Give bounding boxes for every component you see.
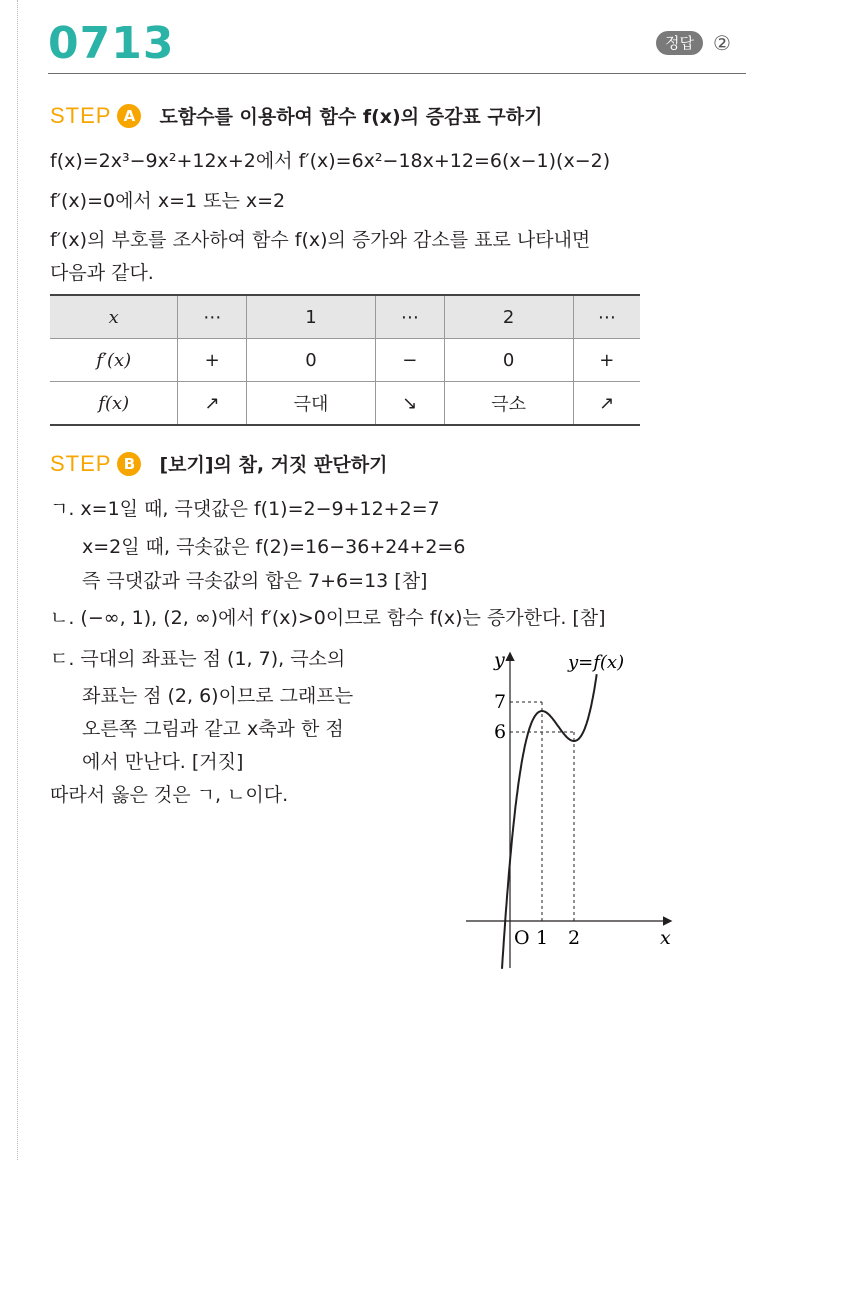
table-cell: ↘ [376, 382, 445, 426]
step-b-line-7: 오른쪽 그림과 같고 x축과 한 점 [82, 718, 344, 740]
step-b-word: STEP [50, 450, 112, 476]
origin-label: O [514, 927, 530, 949]
table-cell: 극대 [246, 382, 375, 426]
table-cell: 2 [444, 295, 573, 339]
step-a-heading [50, 102, 542, 129]
cubic-graph [458, 640, 688, 975]
table-cell: ⋯ [573, 295, 640, 339]
x-axis-label: x [660, 927, 671, 949]
step-b-line-2: x=2일 때, 극솟값은 f(2)=16−36+24+2=6 [82, 536, 466, 558]
answer-label: 정답 [656, 31, 703, 55]
y-tick-6: 6 [494, 721, 507, 743]
table-row [50, 339, 640, 382]
curve-label: y=f(x) [568, 652, 625, 673]
step-b-line-3: 즉 극댓값과 극솟값의 합은 7+6=13 [참] [82, 570, 428, 592]
table-cell: f′(x) [50, 339, 178, 382]
table-cell: 0 [246, 339, 375, 382]
table-cell: 0 [444, 339, 573, 382]
answer-box [656, 31, 731, 55]
table-cell: x [50, 295, 178, 339]
step-b-heading [50, 450, 387, 477]
step-a-title: 도함수를 이용하여 함수 f(x)의 증감표 구하기 [159, 106, 543, 128]
step-b-badge: B [117, 452, 141, 476]
cubic-curve [502, 674, 597, 969]
table-cell: ↗ [178, 382, 247, 426]
table-cell: ⋯ [376, 295, 445, 339]
step-a-line-2: f′(x)=0에서 x=1 또는 x=2 [50, 190, 286, 212]
step-a-badge: A [117, 104, 141, 128]
step-a-line-4: 다음과 같다. [50, 262, 154, 284]
table-cell: 1 [246, 295, 375, 339]
answer-value: ② [712, 31, 731, 55]
y-tick-7: 7 [494, 691, 507, 713]
step-b-line-1: ㄱ. x=1일 때, 극댓값은 f(1)=2−9+12+2=7 [50, 498, 440, 520]
step-b-line-8: 에서 만난다. [거짓] [82, 751, 244, 773]
table-cell: ⋯ [178, 295, 247, 339]
table-cell: ↗ [573, 382, 640, 426]
step-b-line-5: ㄷ. 극대의 좌표는 점 (1, 7), 극소의 [50, 648, 346, 670]
step-a-word: STEP [50, 102, 112, 128]
table-cell: f(x) [50, 382, 178, 426]
step-a-line-1: f(x)=2x³−9x²+12x+2에서 f′(x)=6x²−18x+12=6(x−1)(x−2) [50, 150, 611, 172]
step-a-line-3: f′(x)의 부호를 조사하여 함수 f(x)의 증가와 감소를 표로 나타내면 [50, 229, 591, 251]
step-b-line-6: 좌표는 점 (2, 6)이므로 그래프는 [82, 685, 354, 707]
step-b-title: [보기]의 참, 거짓 판단하기 [159, 454, 388, 476]
table-cell: + [573, 339, 640, 382]
header-divider [48, 73, 746, 74]
table-row [50, 295, 640, 339]
table-cell: 극소 [444, 382, 573, 426]
table-cell: − [376, 339, 445, 382]
page-margin-line [17, 0, 18, 1160]
problem-number: 0713 [48, 18, 175, 69]
step-b-line-4: ㄴ. (−∞, 1), (2, ∞)에서 f′(x)>0이므로 함수 f(x)는 증가한다. [참] [50, 607, 606, 629]
table-row [50, 382, 640, 426]
table-cell: + [178, 339, 247, 382]
x-tick-2: 2 [568, 927, 581, 949]
step-b-line-9: 따라서 옳은 것은 ㄱ, ㄴ이다. [50, 784, 289, 806]
x-tick-1: 1 [536, 927, 549, 949]
sign-table [50, 294, 640, 426]
y-axis-label: y [494, 649, 505, 671]
